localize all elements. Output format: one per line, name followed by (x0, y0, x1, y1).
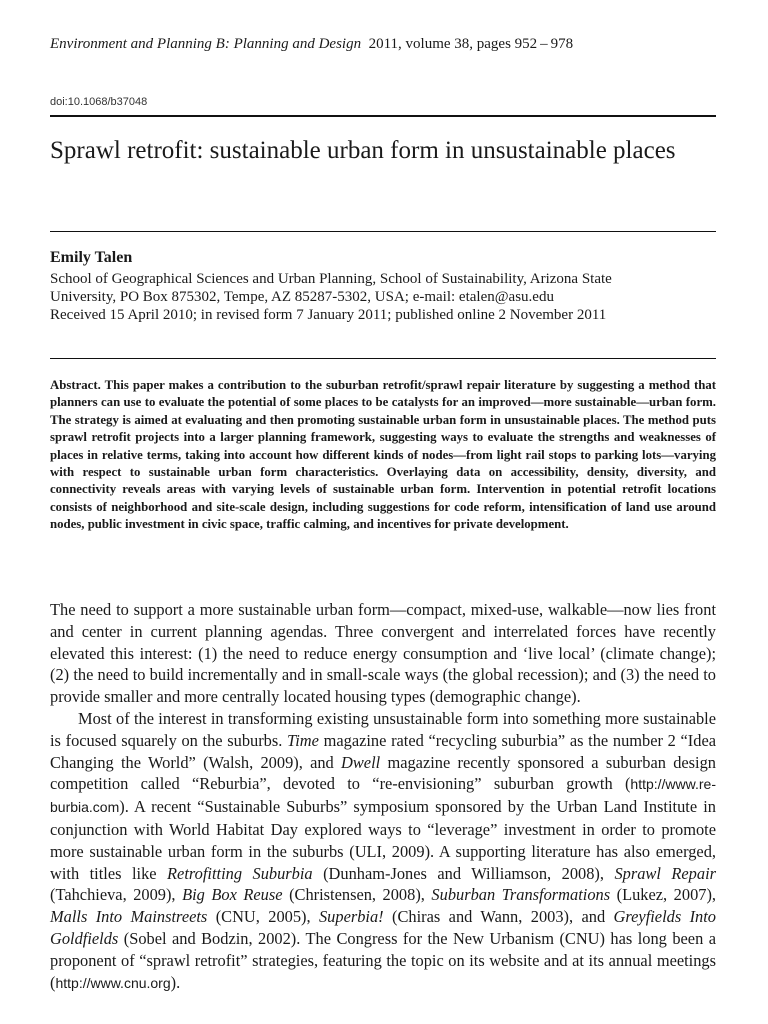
journal-issue: 2011, volume 38, pages 952 – 978 (368, 36, 574, 52)
body-text (50, 599, 716, 994)
book-title: Retrofitting Suburbia (167, 863, 313, 883)
abstract-text: This paper makes a contribution to the suburban retrofit/sprawl repair literature by suggesting a method that planners can use to evaluate the potential of some places to be catalysts for an improved—more sustainable—urban form. The strategy is aimed at evaluating and then promoting sustainable urban form in unsustainable places. The method puts sprawl retrofit projects into a larger planning framework, suggesting ways to evaluate the strengths and weaknesses of places in relative terms, taking into account how different kinds of nodes—from light rail stops to parking lots—varying with respect to sustainable urban form characteristics. Overlaying data on accessibility, density, diversity, and connectivity reveals areas with varying levels of sustainable urban form. Intervention in potential retrofit locations consists of neighborhood and site-scale design, including suggestions for code reform, intensification of land use around nodes, public investment in civic space, traffic calming, and incentives for private development. (50, 378, 716, 532)
cnu-link[interactable]: http://www.cnu.org (55, 974, 171, 991)
text-run: (CNU, 2005), (207, 907, 319, 927)
text-run: (Sobel and Bodzin, 2002). The Congress for the New Urbanism (CNU) has long been a proponent of “sprawl retrofit” strategies, featuring the topic on its website and at its annual meetings ( (50, 928, 716, 992)
affiliation-line: University, PO Box 875302, Tempe, AZ 85287-5302, USA; e-mail: etalen@asu.edu (50, 289, 554, 305)
text-run: (Lukez, 2007), (610, 885, 717, 905)
text-run: Most of the interest in transforming existing unsustainable form into something more sustainable is focused squarely on the suburbs. (50, 708, 716, 750)
title-divider (50, 231, 716, 232)
text-run: (Dunham-Jones and Williamson, 2008), (312, 863, 615, 883)
author-affiliation (50, 270, 716, 324)
abstract-divider (50, 358, 716, 359)
book-title: Greyfields Into Goldfields (50, 907, 716, 948)
doi: doi:10.1068/b37048 (50, 96, 148, 108)
magazine-title: Dwell (341, 752, 381, 772)
text-run: (Tahchieva, 2009), (50, 885, 183, 905)
abstract (50, 377, 716, 534)
body-paragraph-1: The need to support a more sustainable urban form—compact, mixed-use, walkable—now lies front and center in current planning agendas. Three convergent and interrelated forces have recently elevated this interest: (1) the need to reduce energy consumption and ‘live local’ (climate change); (2) the need to build incrementally and in small-scale ways (the global recession); and (3) the need to provide smaller and more centrally located housing types (demographic change). (50, 600, 716, 707)
book-title: Malls Into Mainstreets (50, 907, 208, 927)
text-run: (Christensen, 2008), (282, 885, 432, 905)
magazine-title: Time (287, 730, 319, 750)
header-rule (50, 115, 716, 117)
book-title: Suburban Transformations (431, 885, 611, 905)
article-title: Sprawl retrofit: sustainable urban form in unsustainable places (50, 137, 676, 164)
journal-header (50, 36, 573, 53)
book-title: Big Box Reuse (182, 885, 283, 905)
body-paragraph-2 (50, 708, 716, 994)
book-title: Superbia! (318, 907, 384, 927)
text-run: magazine recently sponsored a suburban design competition called “Reburbia”, devoted to “re-envisioning” suburban growth ( (50, 752, 716, 794)
journal-title: Environment and Planning B: Planning and Design (50, 36, 362, 52)
text-run: magazine rated “recycling suburbia” as the number 2 “Idea Changing the World” (Walsh, 2009), and (50, 730, 716, 772)
author-name: Emily Talen (50, 249, 133, 266)
reburbia-link[interactable]: http://www.re-burbia.com (50, 776, 716, 816)
book-title: Sprawl Repair (614, 863, 716, 883)
text-run: (Chiras and Wann, 2003), and (383, 907, 614, 927)
abstract-label: Abstract. (50, 378, 101, 392)
affiliation-line: School of Geographical Sciences and Urban Planning, School of Sustainability, Arizona State (50, 271, 612, 287)
article-dates: Received 15 April 2010; in revised form 7 January 2011; published online 2 November 2011 (50, 307, 607, 323)
text-run: ). (170, 972, 181, 992)
text-run: ). A recent “Sustainable Suburbs” symposium sponsored by the Urban Land Institute in conjunction with World Habitat Day explored ways to “leverage” investment in order to promote more sustainable urban form in the suburbs (ULI, 2009). A supporting literature has also emerged, with titles like (50, 797, 716, 883)
